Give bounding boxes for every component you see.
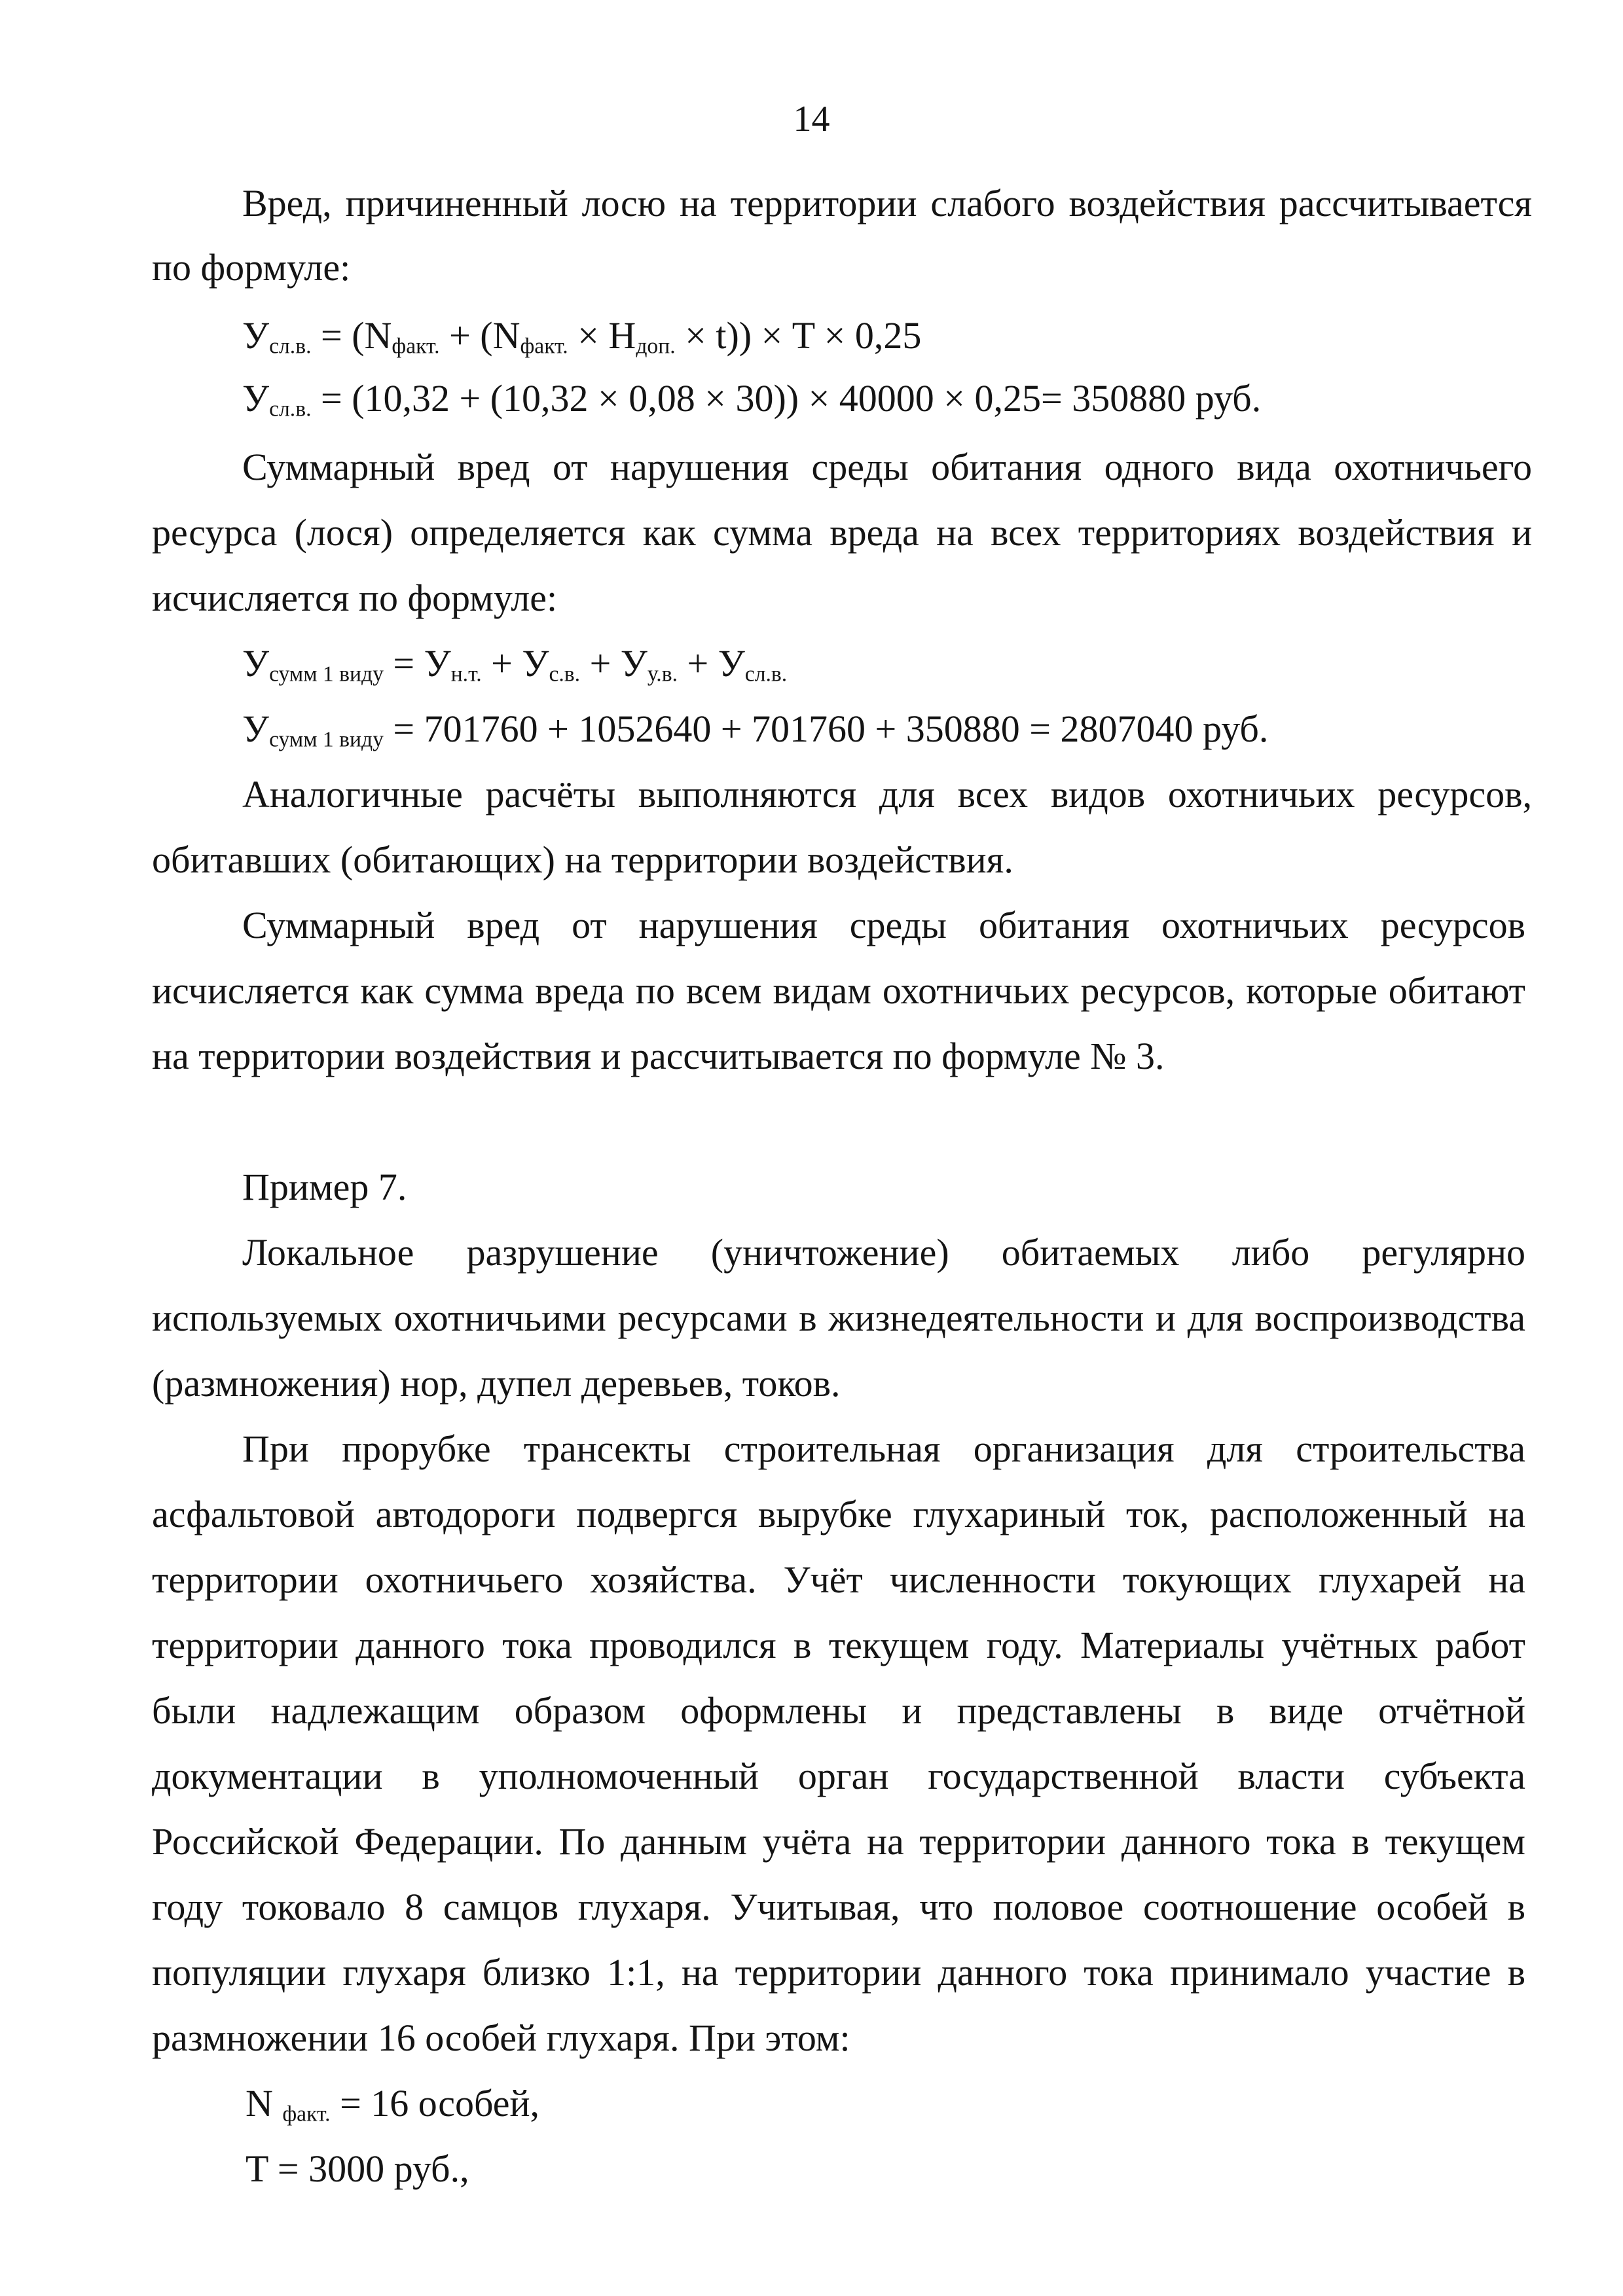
paragraph-line: были надлежащим образом оформлены и представлены в виде отчётной: [152, 1689, 1525, 1732]
formula-text: × H: [568, 314, 636, 357]
paragraph-line: на территории воздействия и рассчитывается по формуле № 3.: [152, 1035, 1165, 1077]
formula-2: $У_{сл.в.} = (10,32 + (10,32 \times 0,08 \times 30)) \times 40000 \times 0,25= 350880$ руб.: [242, 377, 1262, 422]
formula-text: N: [246, 2082, 283, 2125]
paragraph-line: Суммарный вред от нарушения среды обитания одного вида охотничьего: [242, 446, 1532, 488]
formula-subscript: факт.: [282, 2102, 331, 2126]
formula-subscript: сумм 1 виду: [269, 662, 384, 687]
formula-subscript: сл.в.: [744, 662, 788, 687]
formula-text: + У: [678, 642, 745, 685]
formula-3: [242, 642, 788, 687]
paragraph-line: используемых охотничьими ресурсами в жизнедеятельности и для воспроизводства: [152, 1297, 1525, 1339]
example-heading: Пример 7.: [242, 1166, 407, 1208]
formula-4: $У_{сумм 1 виду} = 701760 + 1052640 + 701760 + 350880 = 2807040$ руб.: [242, 708, 1269, 752]
paragraph-line: Вред, причиненный лосю на территории слабого воздействия рассчитывается: [242, 182, 1532, 224]
paragraph-line: году токовало 8 самцов глухаря. Учитывая, что половое соотношение особей в: [152, 1886, 1525, 1928]
paragraph-line: При прорубке трансекты строительная организация для строительства: [242, 1427, 1525, 1470]
formula-subscript: сл.в.: [269, 397, 312, 422]
formula-text: × t)) × T × 0,25: [675, 314, 922, 357]
page-number: 14: [793, 99, 830, 139]
paragraph-line: (размножения) нор, дупел деревьев, токов.: [152, 1362, 841, 1405]
formula-subscript: у.в.: [647, 662, 678, 687]
formula-text: = 701760 + 1052640 + 701760 + 350880 = 2807040 руб.: [383, 708, 1269, 750]
paragraph-line: обитавших (обитающих) на территории воздействия.: [152, 838, 1013, 881]
paragraph-line: ресурса (лося) определяется как сумма вреда на всех территориях воздействия и: [152, 511, 1532, 554]
paragraph-line: Локальное разрушение (уничтожение) обитаемых либо регулярно: [242, 1231, 1525, 1274]
formula-subscript: сл.в.: [269, 334, 312, 359]
formula-text: + У: [580, 642, 647, 685]
paragraph-line: исчисляется по формуле:: [152, 577, 558, 619]
paragraph-line: размножении 16 особей глухаря. При этом:: [152, 2017, 850, 2059]
paragraph-line: асфальтовой автодороги подвергся вырубке глухариный ток, расположенный на: [152, 1493, 1525, 1535]
formula-text: = 16 особей,: [330, 2082, 540, 2125]
formula-6: T = 3000 руб.,: [246, 2147, 469, 2190]
paragraph-line: документации в уполномоченный орган государственной власти субъекта: [152, 1755, 1525, 1797]
formula-text: = (10,32 + (10,32 × 0,08 × 30)) × 40000 × 0,25= 350880 руб.: [311, 377, 1262, 420]
paragraph-line: территории данного тока проводился в текущем году. Материалы учётных работ: [152, 1624, 1525, 1666]
formula-subscript: с.в.: [549, 662, 581, 687]
formula-text: = У: [383, 642, 451, 685]
paragraph-line: Российской Федерации. По данным учёта на территории данного тока в текущем: [152, 1820, 1525, 1863]
formula-subscript: факт.: [520, 334, 568, 359]
formula-text: + У: [481, 642, 549, 685]
paragraph-line: территории охотничьего хозяйства. Учёт численности токующих глухарей на: [152, 1558, 1525, 1601]
formula-text: У: [242, 642, 270, 685]
paragraph-line: Аналогичные расчёты выполняются для всех видов охотничьих ресурсов,: [242, 773, 1532, 816]
paragraph-line: исчисляется как сумма вреда по всем видам охотничьих ресурсов, которые обитают: [152, 969, 1525, 1012]
formula-5: [246, 2082, 540, 2126]
paragraph-line: по формуле:: [152, 246, 351, 289]
formula-1: $У_{сл.в.} = (N_{факт.} + (N_{факт.} \times H_{доп.} \times t)) \times T \times 0,25$: [242, 314, 922, 359]
formula-text: + (N: [439, 314, 520, 357]
formula-subscript: доп.: [636, 334, 676, 359]
formula-subscript: н.т.: [450, 662, 482, 687]
paragraph-line: Суммарный вред от нарушения среды обитания охотничьих ресурсов: [242, 904, 1525, 946]
formula-subscript: факт.: [392, 334, 440, 359]
paragraph-line: популяции глухаря близко 1:1, на территории данного тока принимало участие в: [152, 1951, 1525, 1994]
formula-text: = (N: [311, 314, 392, 357]
formula-subscript: сумм 1 виду: [269, 727, 384, 752]
